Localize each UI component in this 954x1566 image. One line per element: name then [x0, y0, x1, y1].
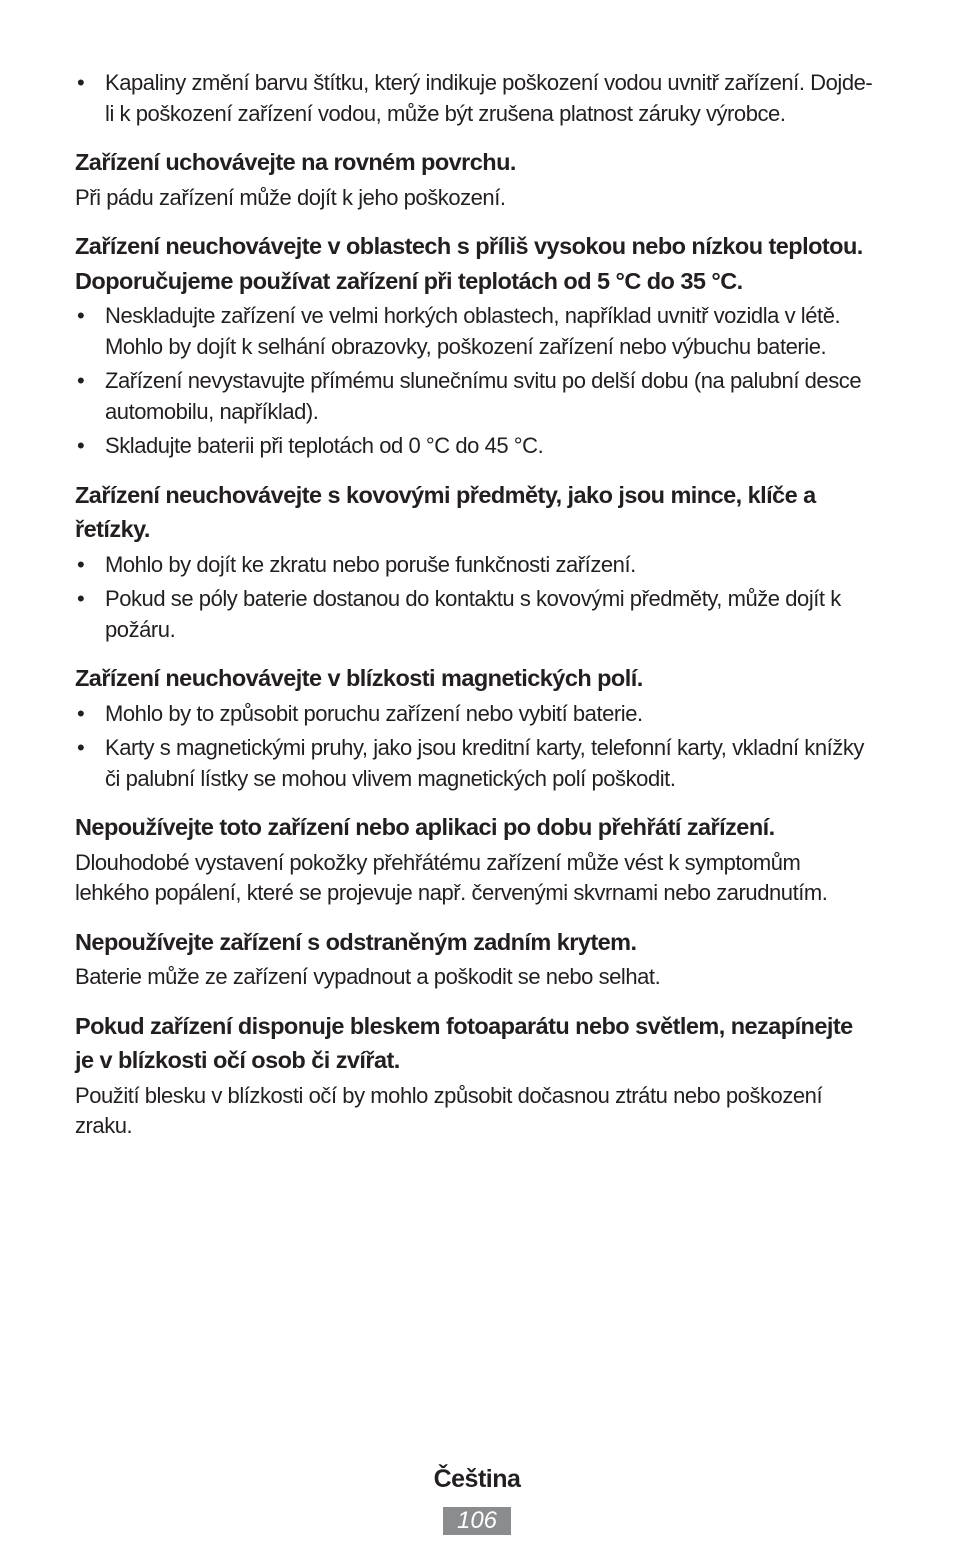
document-body	[75, 68, 875, 1142]
section-magnetic-fields	[75, 661, 875, 794]
section-camera-flash	[75, 1009, 875, 1142]
list-item: • Neskladujte zařízení ve velmi horkých oblastech, například uvnitř vozidla v létě. Mohlo by dojít k selhání obrazovky, poškození zařízení nebo výbuchu baterie.	[75, 301, 875, 362]
section-heading: Pokud zařízení disponuje bleskem fotoaparátu nebo světlem, nezapínejte je v blízkosti očí osob či zvířat.	[75, 1012, 853, 1073]
section-temperature	[75, 229, 875, 462]
footer-language: Čeština	[433, 1465, 521, 1493]
section-heading: Zařízení neuchovávejte s kovovými předměty, jako jsou mince, klíče a řetízky.	[75, 481, 816, 542]
bullet-list	[75, 301, 875, 462]
section-paragraph: Použití blesku v blízkosti očí by mohlo způsobit dočasnou ztrátu nebo poškození zraku.	[75, 1082, 823, 1138]
section-heading: Zařízení uchovávejte na rovném povrchu.	[75, 149, 516, 175]
section-flat-surface	[75, 145, 875, 213]
intro-bullet-list	[75, 68, 875, 129]
page-number: 106	[443, 1507, 511, 1535]
section-overheating	[75, 810, 875, 909]
list-item: • Mohlo by to způsobit poruchu zařízení nebo vybití baterie.	[75, 699, 875, 730]
list-item: • Zařízení nevystavujte přímému slunečnímu svitu po delší dobu (na palubní desce automobilu, například).	[75, 366, 875, 427]
section-paragraph: Při pádu zařízení může dojít k jeho poškození.	[75, 184, 506, 210]
section-paragraph: Dlouhodobé vystavení pokožky přehřátému zařízení může vést k symptomům lehkého popálení, které se projevuje např. červenými skvrnami nebo zarudnutím.	[75, 849, 828, 905]
section-back-cover	[75, 925, 875, 993]
section-heading: Zařízení neuchovávejte v oblastech s příliš vysokou nebo nízkou teplotou. Doporučujeme používat zařízení při teplotách od 5 °C do 35 °C.	[75, 233, 863, 294]
section-heading: Nepoužívejte zařízení s odstraněným zadním krytem.	[75, 928, 637, 955]
list-item: • Kapaliny změní barvu štítku, který indikuje poškození vodou uvnitř zařízení. Dojde-li k poškození zařízení vodou, může být zrušena platnost záruky výrobce.	[75, 68, 875, 129]
section-heading: Nepoužívejte toto zařízení nebo aplikaci po dobu přehřátí zařízení.	[75, 814, 775, 840]
section-metal-objects	[75, 478, 875, 646]
list-item: • Karty s magnetickými pruhy, jako jsou kreditní karty, telefonní karty, vkladní knížky či palubní lístky se mohou vlivem magnetických polí poškodit.	[75, 733, 875, 794]
section-paragraph: Baterie může ze zařízení vypadnout a poškodit se nebo selhat.	[75, 964, 661, 989]
bullet-list	[75, 550, 875, 646]
list-item: • Skladujte baterii při teplotách od 0 °C do 45 °C.	[75, 431, 875, 462]
bullet-list	[75, 699, 875, 795]
section-heading: Zařízení neuchovávejte v blízkosti magnetických polí.	[75, 665, 643, 691]
list-item: • Mohlo by dojít ke zkratu nebo poruše funkčnosti zařízení.	[75, 550, 875, 581]
list-item: • Pokud se póly baterie dostanou do kontaktu s kovovými předměty, může dojít k požáru.	[75, 584, 875, 645]
